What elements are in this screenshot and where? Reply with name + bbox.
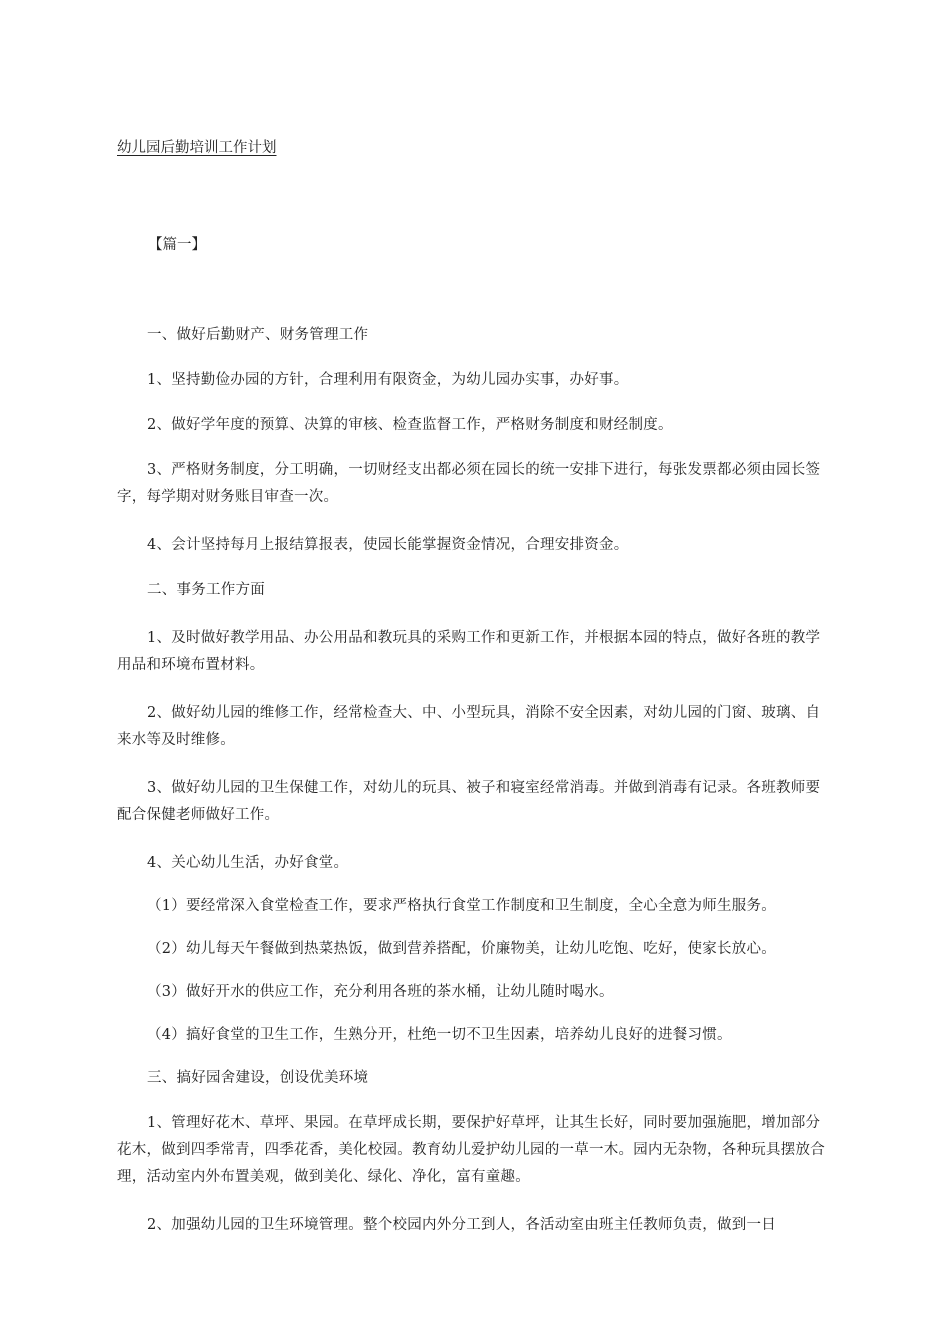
heading-campus: 三、搞好园舍建设，创设优美环境 (147, 1070, 369, 1086)
paragraph: 4、会计坚持每月上报结算报表，使园长能掌握资金情况，合理安排资金。 (147, 537, 629, 553)
paragraph: 2、做好学年度的预算、决算的审核、检查监督工作，严格财务制度和财经制度。 (147, 417, 673, 433)
paragraph: 4、关心幼儿生活，办好食堂。 (147, 855, 349, 871)
list-item: （1）要经常深入食堂检查工作，要求严格执行食堂工作制度和卫生制度，全心全意为师生服务。 (147, 898, 776, 914)
document-title: 幼儿园后勤培训工作计划 (117, 140, 277, 156)
paragraph: 2、做好幼儿园的维修工作，经常检查大、中、小型玩具，消除不安全因素，对幼儿园的门窗、玻璃、自来水等及时维修。 (117, 705, 821, 748)
list-item: （2）幼儿每天午餐做到热菜热饭，做到营养搭配，价廉物美，让幼儿吃饱、吃好，使家长放心。 (147, 941, 776, 957)
paragraph: 3、严格财务制度，分工明确，一切财经支出都必须在园长的统一安排下进行，每张发票都必须由园长签字，每学期对财务账目审查一次。 (117, 462, 821, 505)
paragraph: 1、管理好花木、草坪、果园。在草坪成长期，要保护好草坪，让其生长好，同时要加强施肥，增加部分花木，做到四季常青，四季花香，美化校园。教育幼儿爱护幼儿园的一草一木。园内无杂物，各种玩具摆放合理，活动室内外布置美观，做到美化、绿化、净化，富有童趣。 (117, 1115, 825, 1185)
paragraph: 3、做好幼儿园的卫生保健工作，对幼儿的玩具、被子和寝室经常消毒。并做到消毒有记录。各班教师要配合保健老师做好工作。 (117, 780, 821, 823)
heading-affairs: 二、事务工作方面 (147, 582, 265, 598)
list-item: （3）做好开水的供应工作，充分利用各班的茶水桶，让幼儿随时喝水。 (147, 984, 614, 1000)
list-item: （4）搞好食堂的卫生工作，生熟分开，杜绝一切不卫生因素，培养幼儿良好的进餐习惯。 (147, 1027, 732, 1043)
section-label: 【篇一】 (148, 237, 206, 253)
paragraph: 1、及时做好教学用品、办公用品和教玩具的采购工作和更新工作，并根据本园的特点，做好各班的教学用品和环境布置材料。 (117, 630, 821, 673)
paragraph: 1、坚持勤俭办园的方针，合理利用有限资金，为幼儿园办实事，办好事。 (147, 372, 629, 388)
paragraph: 2、加强幼儿园的卫生环境管理。整个校园内外分工到人，各活动室由班主任教师负责，做到一日 (147, 1217, 776, 1233)
heading-finance: 一、做好后勤财产、财务管理工作 (147, 327, 369, 343)
document-body (117, 322, 829, 1239)
